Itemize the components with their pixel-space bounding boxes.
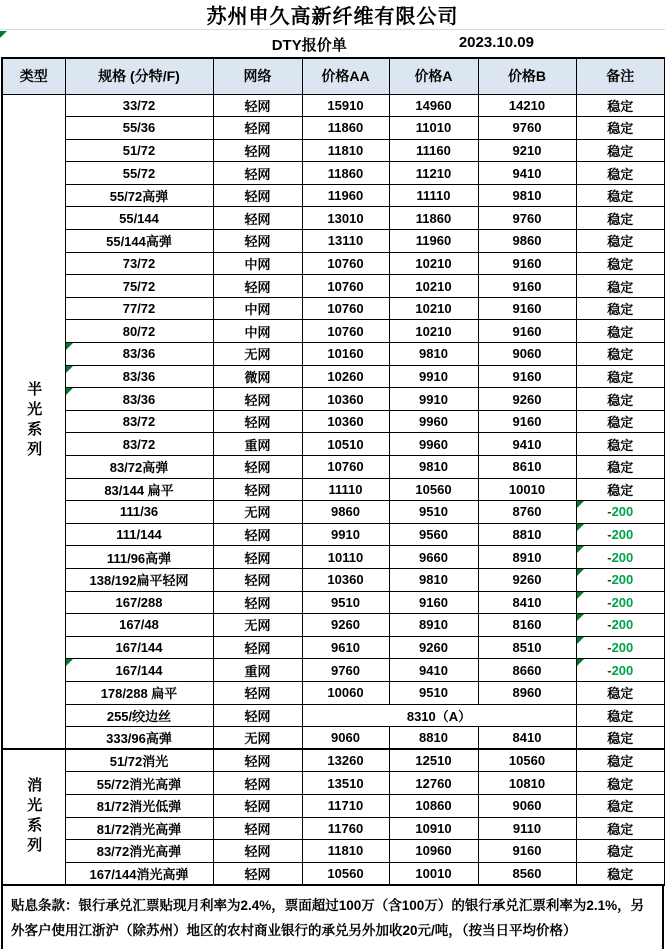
- page-title: 苏州申久高新纤维有限公司: [0, 0, 665, 30]
- table-row: [2, 456, 665, 479]
- price-a-cell: 8910: [389, 614, 478, 637]
- spec-cell: 167/144: [65, 636, 213, 659]
- table-row: [2, 230, 665, 253]
- table-row: [2, 794, 665, 817]
- network-cell: 中网: [213, 320, 302, 343]
- network-cell: 轻网: [213, 184, 302, 207]
- price-a-cell: 9410: [389, 659, 478, 682]
- type-group-label: 消光系列: [2, 749, 65, 885]
- table-row: [2, 94, 665, 117]
- price-a-cell: 12760: [389, 772, 478, 795]
- remark-cell: 稳定: [576, 862, 665, 885]
- price-a-cell: 10210: [389, 297, 478, 320]
- table-row: [2, 614, 665, 637]
- price-b-cell: 9160: [478, 365, 576, 388]
- remark-cell: 稳定: [576, 681, 665, 704]
- table-row: [2, 320, 665, 343]
- network-cell: 轻网: [213, 410, 302, 433]
- price-a-cell: 9510: [389, 501, 478, 524]
- price-aa-cell: 11110: [302, 478, 389, 501]
- price-aa-cell: 10760: [302, 320, 389, 343]
- price-aa-cell: 10760: [302, 252, 389, 275]
- network-cell: 无网: [213, 727, 302, 750]
- network-cell: 重网: [213, 659, 302, 682]
- price-aa-cell: 10760: [302, 297, 389, 320]
- network-cell: 无网: [213, 501, 302, 524]
- price-a-cell: 11860: [389, 207, 478, 230]
- remark-cell: 稳定: [576, 343, 665, 366]
- spec-cell: 83/144 扁平: [65, 478, 213, 501]
- remark-cell: 稳定: [576, 94, 665, 117]
- spec-cell: 51/72消光: [65, 749, 213, 772]
- cell-comment-flag-icon: [0, 31, 7, 38]
- price-aa-cell: 11810: [302, 840, 389, 863]
- price-b-cell: 9760: [478, 207, 576, 230]
- price-b-cell: 8810: [478, 523, 576, 546]
- price-a-cell: 11110: [389, 184, 478, 207]
- table-row: [2, 388, 665, 411]
- price-a-cell: 9810: [389, 343, 478, 366]
- price-b-cell: 8760: [478, 501, 576, 524]
- spec-cell: 81/72消光低弹: [65, 794, 213, 817]
- price-a-cell: 9560: [389, 523, 478, 546]
- remark-cell: 稳定: [576, 275, 665, 298]
- table-row: [2, 840, 665, 863]
- price-aa-cell: 10110: [302, 546, 389, 569]
- spec-cell: 83/72: [65, 433, 213, 456]
- doc-date: 2023.10.09: [458, 34, 534, 51]
- network-cell: 轻网: [213, 523, 302, 546]
- price-aa-cell: 11860: [302, 117, 389, 140]
- table-row: [2, 749, 665, 772]
- price-a-cell: 9260: [389, 636, 478, 659]
- network-cell: 轻网: [213, 162, 302, 185]
- price-aa-cell: 15910: [302, 94, 389, 117]
- network-cell: 轻网: [213, 388, 302, 411]
- network-cell: 轻网: [213, 275, 302, 298]
- network-cell: 轻网: [213, 862, 302, 885]
- price-aa-cell: 11710: [302, 794, 389, 817]
- type-group-label: 半光系列: [2, 94, 65, 749]
- spec-cell: 55/72高弹: [65, 184, 213, 207]
- remark-cell: 稳定: [576, 410, 665, 433]
- price-b-cell: 9110: [478, 817, 576, 840]
- network-cell: 微网: [213, 365, 302, 388]
- network-cell: 轻网: [213, 591, 302, 614]
- spec-cell: 83/36: [65, 388, 213, 411]
- price-a-cell: 11160: [389, 139, 478, 162]
- spec-cell: 167/144: [65, 659, 213, 682]
- spec-cell: 83/72高弹: [65, 456, 213, 479]
- price-a-cell: 10210: [389, 320, 478, 343]
- price-a-cell: 9810: [389, 456, 478, 479]
- price-a-cell: 11210: [389, 162, 478, 185]
- spec-cell: 138/192扁平轻网: [65, 568, 213, 591]
- network-cell: 轻网: [213, 681, 302, 704]
- spec-cell: 77/72: [65, 297, 213, 320]
- remark-cell: -200: [576, 636, 665, 659]
- price-a-cell: 9810: [389, 568, 478, 591]
- table-row: [2, 162, 665, 185]
- table-row: [2, 207, 665, 230]
- remark-cell: 稳定: [576, 794, 665, 817]
- remark-cell: 稳定: [576, 840, 665, 863]
- col-header-spec: 规格 (分特/F): [65, 58, 213, 94]
- price-aa-cell: 10760: [302, 275, 389, 298]
- network-cell: 无网: [213, 614, 302, 637]
- price-a-cell: 10910: [389, 817, 478, 840]
- price-a-cell: 9510: [389, 681, 478, 704]
- price-aa-cell: 9910: [302, 523, 389, 546]
- network-cell: 轻网: [213, 636, 302, 659]
- price-b-cell: 9060: [478, 794, 576, 817]
- price-b-cell: 9160: [478, 840, 576, 863]
- network-cell: 轻网: [213, 139, 302, 162]
- table-row: [2, 546, 665, 569]
- price-b-cell: 10560: [478, 749, 576, 772]
- spec-cell: 83/72: [65, 410, 213, 433]
- price-aa-cell: 10160: [302, 343, 389, 366]
- remark-cell: 稳定: [576, 184, 665, 207]
- remark-cell: 稳定: [576, 727, 665, 750]
- price-b-cell: 9760: [478, 117, 576, 140]
- table-row: [2, 681, 665, 704]
- price-table: [1, 57, 665, 886]
- network-cell: 无网: [213, 343, 302, 366]
- price-a-cell: 14960: [389, 94, 478, 117]
- price-a-cell: 10960: [389, 840, 478, 863]
- price-a-cell: 11960: [389, 230, 478, 253]
- remark-cell: 稳定: [576, 297, 665, 320]
- table-row: [2, 410, 665, 433]
- spec-cell: 167/144消光高弹: [65, 862, 213, 885]
- price-aa-cell: 13110: [302, 230, 389, 253]
- spec-cell: 167/288: [65, 591, 213, 614]
- col-header-remark: 备注: [576, 58, 665, 94]
- network-cell: 轻网: [213, 568, 302, 591]
- price-b-cell: 8410: [478, 591, 576, 614]
- price-aa-cell: 13260: [302, 749, 389, 772]
- remark-cell: -200: [576, 591, 665, 614]
- price-a-cell: 9660: [389, 546, 478, 569]
- price-b-cell: 8410: [478, 727, 576, 750]
- spec-cell: 111/36: [65, 501, 213, 524]
- spec-cell: 55/144高弹: [65, 230, 213, 253]
- network-cell: 重网: [213, 433, 302, 456]
- network-cell: 轻网: [213, 117, 302, 140]
- price-aa-cell: 9760: [302, 659, 389, 682]
- price-a-cell: 10560: [389, 478, 478, 501]
- remark-cell: -200: [576, 614, 665, 637]
- price-aa-cell: 9060: [302, 727, 389, 750]
- price-aa-cell: 13510: [302, 772, 389, 795]
- network-cell: 轻网: [213, 749, 302, 772]
- subtitle-row: [0, 30, 665, 57]
- remark-cell: 稳定: [576, 252, 665, 275]
- price-aa-cell: 10260: [302, 365, 389, 388]
- table-row: [2, 704, 665, 727]
- table-row: [2, 591, 665, 614]
- price-table-body: [2, 94, 665, 885]
- price-b-cell: 8660: [478, 659, 576, 682]
- remark-cell: 稳定: [576, 772, 665, 795]
- price-aa-cell: 11860: [302, 162, 389, 185]
- spec-cell: 83/72消光高弹: [65, 840, 213, 863]
- remark-cell: 稳定: [576, 139, 665, 162]
- table-row: [2, 772, 665, 795]
- spec-cell: 111/144: [65, 523, 213, 546]
- table-row: [2, 727, 665, 750]
- price-b-cell: 14210: [478, 94, 576, 117]
- network-cell: 轻网: [213, 817, 302, 840]
- price-aa-cell: 10360: [302, 410, 389, 433]
- price-aa-cell: 11810: [302, 139, 389, 162]
- price-b-cell: 8510: [478, 636, 576, 659]
- price-b-cell: 9810: [478, 184, 576, 207]
- remark-cell: -200: [576, 523, 665, 546]
- spec-cell: 167/48: [65, 614, 213, 637]
- price-a-cell: 10010: [389, 862, 478, 885]
- spec-cell: 178/288 扁平: [65, 681, 213, 704]
- price-b-cell: 9210: [478, 139, 576, 162]
- price-a-cell: 10210: [389, 275, 478, 298]
- remark-cell: 稳定: [576, 320, 665, 343]
- price-b-cell: 8160: [478, 614, 576, 637]
- price-aa-cell: 9260: [302, 614, 389, 637]
- price-a-cell: 10860: [389, 794, 478, 817]
- table-row: [2, 862, 665, 885]
- table-row: [2, 636, 665, 659]
- price-aa-cell: 10060: [302, 681, 389, 704]
- table-row: [2, 343, 665, 366]
- spec-cell: 55/36: [65, 117, 213, 140]
- spec-cell: 55/72消光高弹: [65, 772, 213, 795]
- table-row: [2, 184, 665, 207]
- price-b-cell: 8610: [478, 456, 576, 479]
- price-aa-cell: 11960: [302, 184, 389, 207]
- merged-price-cell: 8310（A）: [302, 704, 576, 727]
- price-a-cell: 9910: [389, 388, 478, 411]
- remark-cell: -200: [576, 568, 665, 591]
- remark-cell: 稳定: [576, 478, 665, 501]
- remark-cell: 稳定: [576, 207, 665, 230]
- price-aa-cell: 13010: [302, 207, 389, 230]
- spec-cell: 81/72消光高弹: [65, 817, 213, 840]
- price-a-cell: 8810: [389, 727, 478, 750]
- network-cell: 中网: [213, 252, 302, 275]
- spec-cell: 333/96高弹: [65, 727, 213, 750]
- spec-cell: 255/绞边丝: [65, 704, 213, 727]
- price-aa-cell: 9510: [302, 591, 389, 614]
- table-row: [2, 365, 665, 388]
- spec-cell: 55/144: [65, 207, 213, 230]
- price-a-cell: 11010: [389, 117, 478, 140]
- table-row: [2, 659, 665, 682]
- table-row: [2, 139, 665, 162]
- price-a-cell: 9960: [389, 410, 478, 433]
- remark-cell: 稳定: [576, 704, 665, 727]
- network-cell: 轻网: [213, 230, 302, 253]
- remark-cell: 稳定: [576, 162, 665, 185]
- remark-cell: -200: [576, 546, 665, 569]
- remark-cell: 稳定: [576, 817, 665, 840]
- discount-terms: 贴息条款：银行承兑汇票贴现月利率为2.4%，票面超过100万（含100万）的银行承兑汇票利率为2.1%，另外客户使用江浙沪（除苏州）地区的农村商业银行的承兑另外加收20元/吨，（按当日平均价格）: [1, 886, 664, 949]
- table-row: [2, 523, 665, 546]
- doc-title: DTY报价单: [271, 37, 347, 54]
- network-cell: 轻网: [213, 478, 302, 501]
- remark-cell: 稳定: [576, 365, 665, 388]
- price-aa-cell: 10560: [302, 862, 389, 885]
- price-b-cell: 10810: [478, 772, 576, 795]
- network-cell: 轻网: [213, 794, 302, 817]
- price-b-cell: 9160: [478, 410, 576, 433]
- remark-cell: 稳定: [576, 117, 665, 140]
- price-b-cell: 9160: [478, 275, 576, 298]
- price-aa-cell: 9610: [302, 636, 389, 659]
- remark-cell: 稳定: [576, 749, 665, 772]
- price-b-cell: 9160: [478, 252, 576, 275]
- table-row: [2, 117, 665, 140]
- table-row: [2, 252, 665, 275]
- table-row: [2, 817, 665, 840]
- col-header-price-a: 价格A: [389, 58, 478, 94]
- remark-cell: -200: [576, 501, 665, 524]
- table-row: [2, 501, 665, 524]
- network-cell: 轻网: [213, 456, 302, 479]
- network-cell: 轻网: [213, 840, 302, 863]
- price-b-cell: 9410: [478, 433, 576, 456]
- price-b-cell: 9410: [478, 162, 576, 185]
- price-a-cell: 9960: [389, 433, 478, 456]
- remark-cell: 稳定: [576, 230, 665, 253]
- remark-cell: 稳定: [576, 388, 665, 411]
- price-aa-cell: 10760: [302, 456, 389, 479]
- table-header: [2, 58, 665, 94]
- spec-cell: 83/36: [65, 365, 213, 388]
- table-row: [2, 275, 665, 298]
- price-b-cell: 9060: [478, 343, 576, 366]
- price-b-cell: 8910: [478, 546, 576, 569]
- price-b-cell: 8960: [478, 681, 576, 704]
- spec-cell: 55/72: [65, 162, 213, 185]
- network-cell: 轻网: [213, 207, 302, 230]
- price-a-cell: 10210: [389, 252, 478, 275]
- price-a-cell: 12510: [389, 749, 478, 772]
- price-b-cell: 9260: [478, 388, 576, 411]
- network-cell: 轻网: [213, 772, 302, 795]
- price-b-cell: 8560: [478, 862, 576, 885]
- price-a-cell: 9160: [389, 591, 478, 614]
- table-row: [2, 433, 665, 456]
- spec-cell: 51/72: [65, 139, 213, 162]
- table-row: [2, 568, 665, 591]
- spec-cell: 83/36: [65, 343, 213, 366]
- price-aa-cell: 9860: [302, 501, 389, 524]
- price-b-cell: 9860: [478, 230, 576, 253]
- network-cell: 轻网: [213, 94, 302, 117]
- table-row: [2, 478, 665, 501]
- spec-cell: 73/72: [65, 252, 213, 275]
- remark-cell: 稳定: [576, 456, 665, 479]
- spec-cell: 33/72: [65, 94, 213, 117]
- col-header-price-aa: 价格AA: [302, 58, 389, 94]
- col-header-network: 网络: [213, 58, 302, 94]
- price-b-cell: 9160: [478, 320, 576, 343]
- network-cell: 中网: [213, 297, 302, 320]
- price-b-cell: 9260: [478, 568, 576, 591]
- table-row: [2, 297, 665, 320]
- col-header-price-b: 价格B: [478, 58, 576, 94]
- network-cell: 轻网: [213, 546, 302, 569]
- spec-cell: 75/72: [65, 275, 213, 298]
- price-b-cell: 9160: [478, 297, 576, 320]
- price-aa-cell: 10360: [302, 568, 389, 591]
- price-b-cell: 10010: [478, 478, 576, 501]
- spec-cell: 111/96高弹: [65, 546, 213, 569]
- price-aa-cell: 10510: [302, 433, 389, 456]
- remark-cell: 稳定: [576, 433, 665, 456]
- remark-cell: -200: [576, 659, 665, 682]
- spec-cell: 80/72: [65, 320, 213, 343]
- col-header-type: 类型: [2, 58, 65, 94]
- price-aa-cell: 10360: [302, 388, 389, 411]
- price-aa-cell: 11760: [302, 817, 389, 840]
- network-cell: 轻网: [213, 704, 302, 727]
- price-a-cell: 9910: [389, 365, 478, 388]
